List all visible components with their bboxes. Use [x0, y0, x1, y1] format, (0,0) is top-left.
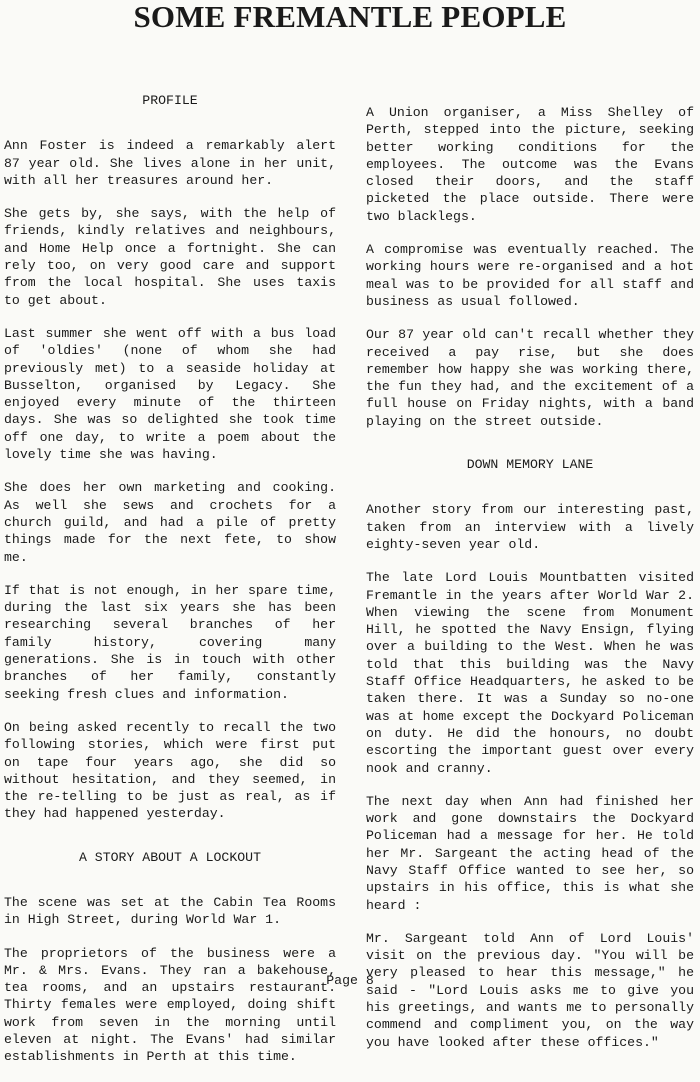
paragraph: The scene was set at the Cabin Tea Rooms in High Street, during World War 1.: [4, 894, 336, 928]
section-heading-memory-lane: DOWN MEMORY LANE: [466, 457, 594, 473]
paragraph: If that is not enough, in her spare time, during the last six years she has been researching several branches of her family history, covering many generations. She is in touch with other branches of her family, constantly seeking fresh clues and information.: [4, 582, 336, 702]
paragraph: Ann Foster is indeed a remarkably alert 87 year old. She lives alone in her unit, with all her treasures around her.: [4, 138, 336, 188]
paragraph: On being asked recently to recall the two following stories, which were first put on tape four years ago, she did so without hesitation, and they seemed, in the re-telling to be just as real, as if they had happened yesterday.: [4, 719, 336, 822]
paragraph: The next day when Ann had finished her work and gone downstairs the Dockyard Policeman had a message for her. He told her Mr. Sargeant the acting head of the Navy Staff Office wanted to see her, so upstairs in his office, this is what she heard :: [366, 793, 694, 913]
paragraph: Last summer she went off with a bus load of 'oldies' (none of whom she had previously met) to a seaside holiday at Busselton, organised by Legacy. She enjoyed every minute of the thirteen days. She was so delighted she took time off one day, to write a poem about the lovely time she was having.: [4, 325, 336, 463]
paragraph: She does her own marketing and cooking. As well she sews and crochets for a church guild, and had a pile of pretty things made for the next fete, to show me.: [4, 480, 336, 565]
right-column: [366, 104, 694, 1067]
section-heading-profile: PROFILE: [142, 93, 198, 108]
paragraph: A Union organiser, a Miss Shelley of Perth, stepped into the picture, seeking better working conditions for the employees. The outcome was the Evans closed their doors, and the staff picketed the place outside. There were two blacklegs.: [366, 105, 694, 224]
page-number: Page 8: [326, 973, 374, 988]
paragraph: A compromise was eventually reached. The working hours were re-organised and a hot meal was to be provided for all staff and business as usual followed.: [366, 242, 694, 309]
paragraph: The proprietors of the business were a Mr. & Mrs. Evans. They ran a bakehouse, tea rooms, and an upstairs restaurant. Thirty females were employed, doing shift work from seven in the morning until eleven at night. The Evans' had similar establishments in Perth at this time.: [4, 945, 336, 1065]
paragraph: Our 87 year old can't recall whether they received a pay rise, but she does remember how happy she was working there, the fun they had, and the excitement of a full house on Friday nights, with a band playing on the street outside.: [366, 327, 694, 429]
page-title: SOME FREMANTLE PEOPLE: [133, 0, 567, 34]
paragraph: She gets by, she says, with the help of friends, kindly relatives and neighbours, and Home Help once a fortnight. She can rely too, on very good care and support from the local hospital. She uses taxis to get about.: [4, 206, 336, 308]
left-column: [4, 92, 336, 1082]
paragraph: Another story from our interesting past, taken from an interview with a lively eighty-seven year old.: [366, 502, 694, 552]
paragraph: The late Lord Louis Mountbatten visited Fremantle in the years after World War 2. When viewing the scene from Monument Hill, he spotted the Navy Ensign, flying over a building to the West. When he was told that this building was the Navy Staff Office Headquarters, he asked to be taken there. It was a Sunday so no-one was at home except the Dockyard Policeman on duty. He did the honours, no doubt escorting the important guest over every nook and cranny.: [366, 570, 694, 776]
paragraph: Mr. Sargeant told Ann of Lord Louis' visit on the previous day. "You will be very pleased to hear this message," he said - "Lord Louis asks me to give you his greetings, and wants me to personally commend and compliment you, on the way you have looked after these offices.": [366, 930, 694, 1050]
section-heading-lockout: A STORY ABOUT A LOCKOUT: [78, 849, 262, 865]
